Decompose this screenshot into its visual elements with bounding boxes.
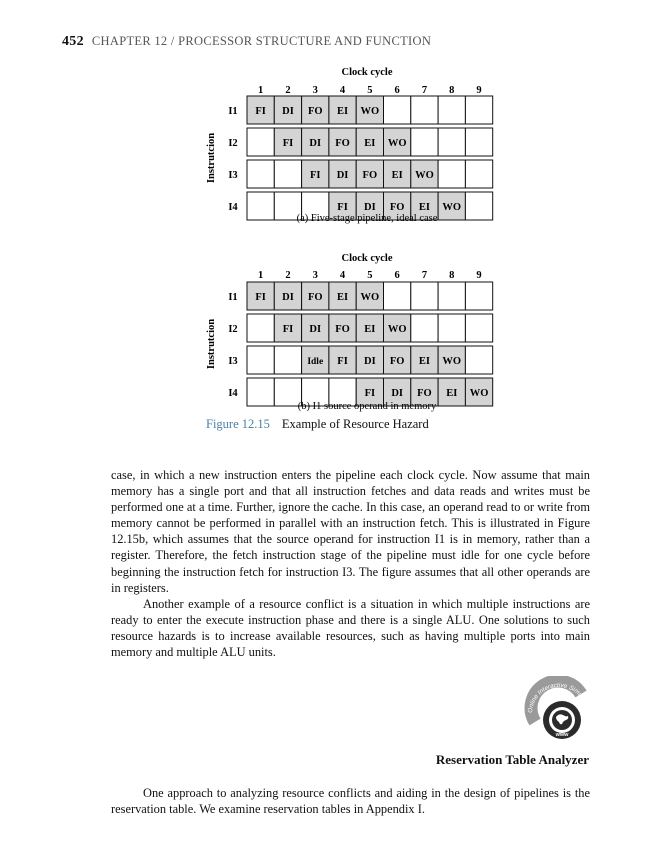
pipeline-cell-b xyxy=(465,314,492,342)
stage-label-b: Idle xyxy=(307,357,324,367)
instruction-label-a: I1 xyxy=(228,106,238,117)
instruction-label-a: I3 xyxy=(228,170,238,181)
stage-label-b: EI xyxy=(418,356,430,367)
figure-caption xyxy=(206,417,429,432)
pipeline-cell-a xyxy=(247,192,274,220)
stage-label-a: FI xyxy=(310,170,321,181)
cycle-number-b: 7 xyxy=(421,270,428,281)
instruction-label-b: I3 xyxy=(228,356,238,367)
stage-label-b: FI xyxy=(255,292,266,303)
stage-label-a: WO xyxy=(387,138,407,149)
stage-label-a: EI xyxy=(391,170,403,181)
arc-text: Online Interactive Simulati xyxy=(526,682,589,714)
stage-label-a: FO xyxy=(362,170,378,181)
cycle-number-a: 9 xyxy=(476,85,482,96)
cycle-number-b: 4 xyxy=(339,270,346,281)
cycle-number-a: 2 xyxy=(285,85,291,96)
instruction-label-b: I4 xyxy=(228,388,238,399)
pipeline-cell-a xyxy=(384,96,411,124)
interactive-simulation-logo[interactable] xyxy=(521,676,593,748)
pipeline-cell-b xyxy=(274,346,301,374)
pipeline-cell-a xyxy=(247,160,274,188)
clock-cycle-label-b: Clock cycle xyxy=(341,253,393,264)
stage-label-a: DI xyxy=(336,170,349,181)
pipeline-cell-b xyxy=(465,282,492,310)
cycle-number-a: 5 xyxy=(367,85,373,96)
pipeline-cell-b xyxy=(247,346,274,374)
pipeline-cell-a xyxy=(465,160,492,188)
clock-cycle-label-a: Clock cycle xyxy=(341,67,393,78)
stage-label-b: WO xyxy=(442,356,462,367)
pipeline-cell-a xyxy=(438,128,465,156)
pipeline-cell-b xyxy=(438,282,465,310)
stage-label-b: DI xyxy=(282,292,294,303)
panel-caption-b: (b) I1 source operand in memory xyxy=(297,401,437,412)
stage-label-b: DI xyxy=(309,324,322,335)
stage-label-a: WO xyxy=(442,202,462,213)
stage-label-b: FO xyxy=(417,388,432,399)
stage-label-b: EI xyxy=(446,388,458,399)
instruction-label-a: I4 xyxy=(228,202,238,213)
cycle-number-a: 8 xyxy=(449,85,455,96)
stage-label-b: WO xyxy=(469,388,489,399)
stage-label-a: FO xyxy=(335,138,350,149)
stage-label-b: DI xyxy=(391,388,403,399)
stage-label-b: FI xyxy=(282,324,294,335)
figure-number: Figure 12.15 xyxy=(206,417,270,431)
chapter-title: CHAPTER 12 / PROCESSOR STRUCTURE AND FUNCTION xyxy=(91,34,432,48)
instruction-axis-label-a: Instrutcion xyxy=(206,132,217,184)
stage-label-a: WO xyxy=(415,170,434,181)
pipeline-cell-a xyxy=(438,160,465,188)
cycle-number-a: 1 xyxy=(258,85,264,96)
pipeline-cell-a xyxy=(438,96,465,124)
cycle-number-b: 6 xyxy=(394,270,400,281)
closing-paragraph: One approach to analyzing resource conflicts and aiding in the design of pipelines is the reservation table. We examine reservation tables in Appendix I. xyxy=(111,786,590,817)
stage-label-b: EI xyxy=(337,292,349,303)
cycle-number-a: 4 xyxy=(339,85,346,96)
instruction-label-b: I2 xyxy=(228,324,238,335)
pipeline-cell-b xyxy=(384,282,411,310)
pipeline-cell-b xyxy=(247,378,274,406)
stage-label-a: FI xyxy=(282,138,294,149)
stage-label-b: FO xyxy=(335,324,350,335)
pipeline-cell-a xyxy=(274,160,301,188)
pipeline-cell-b xyxy=(411,314,438,342)
stage-label-a: EI xyxy=(364,138,376,149)
cycle-number-a: 6 xyxy=(394,85,400,96)
stage-label-a: FI xyxy=(255,106,266,117)
pipeline-cell-a xyxy=(247,128,274,156)
stage-label-a: WO xyxy=(360,106,380,117)
stage-label-b: WO xyxy=(360,292,380,303)
stage-label-b: DI xyxy=(364,356,376,367)
stage-label-a: DI xyxy=(309,138,322,149)
cycle-number-b: 3 xyxy=(312,270,318,281)
stage-label-a: FI xyxy=(337,202,348,213)
stage-label-a: EI xyxy=(418,202,430,213)
instruction-label-a: I2 xyxy=(228,138,238,149)
body-text xyxy=(111,467,590,660)
pipeline-cell-a xyxy=(465,192,492,220)
cycle-number-b: 8 xyxy=(449,270,455,281)
paragraph-2: Another example of a resource conflict is a situation in which multiple instructions are ready to enter the execute instruction phase and there is a single ALU. One solutions to such resource hazards is to increase available resources, such as having multiple ports into main memory and multiple ALU units. xyxy=(111,596,590,660)
stage-label-b: FI xyxy=(337,356,348,367)
stage-label-a: DI xyxy=(364,202,376,213)
pipeline-cell-b xyxy=(247,314,274,342)
cycle-number-b: 9 xyxy=(476,270,482,281)
section-heading: Reservation Table Analyzer xyxy=(435,752,589,767)
stage-label-a: EI xyxy=(337,106,349,117)
instruction-label-b: I1 xyxy=(228,292,238,303)
pipeline-cell-a xyxy=(465,128,492,156)
stage-label-a: DI xyxy=(282,106,294,117)
pipeline-cell-b xyxy=(411,282,438,310)
cycle-number-a: 7 xyxy=(421,85,428,96)
cycle-number-b: 5 xyxy=(367,270,373,281)
stage-label-a: FO xyxy=(307,106,323,117)
figure-caption-text: Example of Resource Hazard xyxy=(281,417,429,431)
pipeline-cell-a xyxy=(465,96,492,124)
instruction-axis-label-b: Instrutcion xyxy=(206,318,217,370)
stage-label-b: EI xyxy=(364,324,376,335)
cycle-number-b: 1 xyxy=(258,270,264,281)
pipeline-cell-a xyxy=(411,96,438,124)
pipeline-cell-a xyxy=(411,128,438,156)
paragraph-1: case, in which a new instruction enters the pipeline each clock cycle. Now assume that main memory has a single port and that all instruction fetches and data reads and writes must be performed one at a time. Further, ignore the cache. In this case, an operand read to or write from memory cannot be performed in parallel with an instruction fetch. This is illustrated in Figure 12.15b, which assumes that the source operand for instruction I1 is in memory, rather than a register. Therefore, the fetch instruction stage of the pipeline must idle for one cycle before beginning the instruction fetch for instruction I3. The figure assumes that all other operands are in registers. xyxy=(111,468,590,595)
stage-label-b: FO xyxy=(307,292,323,303)
pipeline-cell-b xyxy=(438,314,465,342)
stage-label-a: FO xyxy=(389,202,405,213)
page-number: 452 xyxy=(62,34,84,49)
cycle-number-b: 2 xyxy=(285,270,291,281)
cycle-number-a: 3 xyxy=(312,85,318,96)
stage-label-b: FO xyxy=(389,356,405,367)
www-badge: www xyxy=(555,732,569,738)
stage-label-b: WO xyxy=(387,324,407,335)
stage-label-b: FI xyxy=(364,388,376,399)
pipeline-cell-b xyxy=(465,346,492,374)
panel-caption-a: (a) Five-stage pipeline, ideal case xyxy=(296,213,438,224)
